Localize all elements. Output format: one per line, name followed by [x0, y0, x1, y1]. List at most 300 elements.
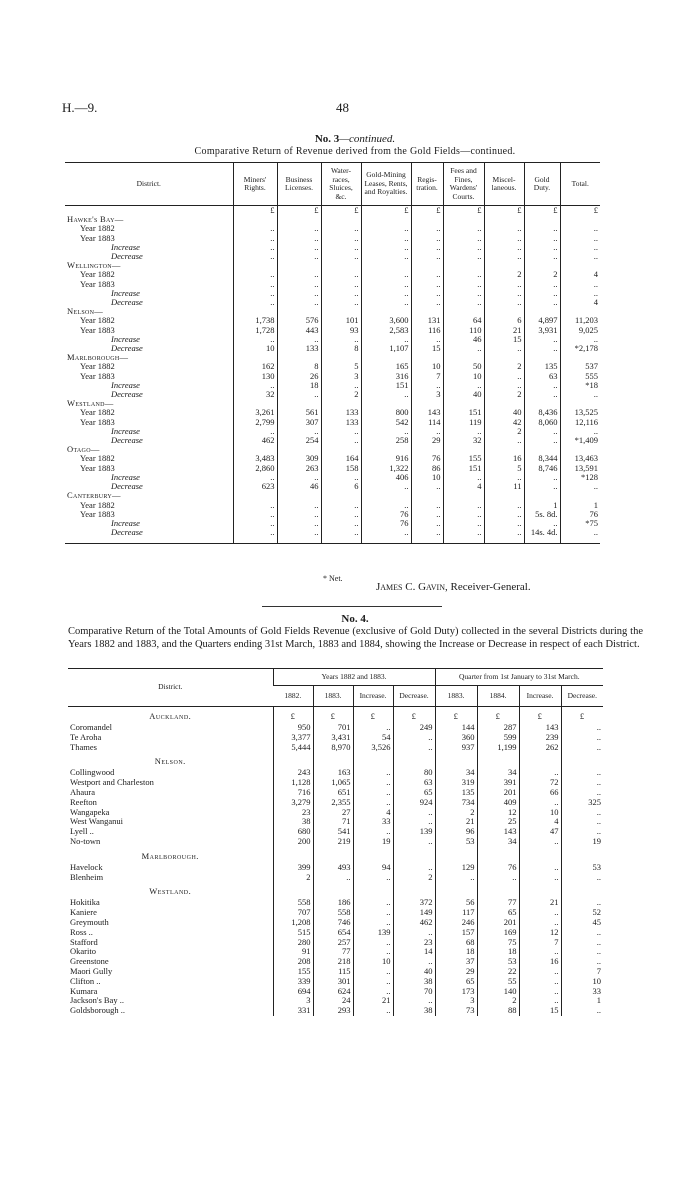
table-cell: 155 [443, 454, 484, 463]
table-cell [443, 261, 484, 270]
table-cell: 293 [313, 1006, 353, 1016]
table-cell: 1,107 [361, 344, 411, 353]
row-label [65, 464, 233, 473]
row-label [65, 344, 233, 353]
table-cell: 94 [353, 863, 393, 873]
table-cell: 46 [277, 482, 321, 491]
table-cell: 3,931 [524, 326, 560, 335]
table-cell: .. [443, 528, 484, 544]
table-cell: .. [524, 298, 560, 307]
column-header: Water-races, Sluices, &c. [321, 163, 361, 206]
table-cell: 6 [484, 316, 524, 325]
table-cell: 19 [353, 837, 393, 847]
table-cell: .. [435, 873, 477, 883]
table-cell: .. [560, 280, 600, 289]
table-cell: 10 [411, 362, 443, 371]
section-4-number: No. 4. [341, 613, 369, 625]
table-cell: 77 [313, 947, 353, 957]
table-cell [484, 445, 524, 454]
table-cell: .. [361, 390, 411, 399]
table-cell: 26 [277, 372, 321, 381]
table-row [65, 390, 600, 399]
table-cell: 16 [484, 454, 524, 463]
currency-symbol [273, 882, 313, 898]
column-header: Gold Duty. [524, 163, 560, 206]
table-cell: .. [361, 252, 411, 261]
row-label-text: Year 1883 [80, 509, 115, 519]
table-cell: 2 [484, 427, 524, 436]
table-cell: 65 [477, 908, 519, 918]
currency-symbol [353, 752, 393, 768]
table-cell: 151 [443, 464, 484, 473]
table-cell: .. [443, 501, 484, 510]
table-row [65, 234, 600, 243]
table-cell: 115 [313, 967, 353, 977]
table-cell: 91 [273, 947, 313, 957]
section-3-continued: —continued. [339, 133, 396, 145]
table-cell: .. [560, 289, 600, 298]
table-cell: 7 [561, 967, 603, 977]
table-cell: .. [393, 996, 435, 1006]
table-cell: .. [411, 234, 443, 243]
table-cell: 7 [519, 938, 561, 948]
currency-symbol: £ [484, 206, 524, 216]
table-row [68, 957, 603, 967]
table-row [65, 464, 600, 473]
table-cell: .. [443, 510, 484, 519]
table-cell: .. [361, 335, 411, 344]
table-cell: 93 [321, 326, 361, 335]
currency-symbol: £ [361, 206, 411, 216]
table-cell: .. [560, 234, 600, 243]
currency-symbol: £ [233, 206, 277, 216]
column-header: Decrease. [393, 686, 435, 707]
table-cell: 5,444 [273, 743, 313, 753]
table-cell: 149 [393, 908, 435, 918]
table-cell: 162 [233, 362, 277, 371]
table-row [65, 427, 600, 436]
region-name: Auckland. [149, 711, 192, 722]
table-cell: 40 [484, 408, 524, 417]
table-cell [411, 399, 443, 408]
table-cell: 22 [477, 967, 519, 977]
row-label-text: Hawke's Bay— [67, 215, 124, 225]
table-cell: .. [353, 873, 393, 883]
table-row [65, 252, 600, 261]
table-cell: .. [233, 501, 277, 510]
currency-row [65, 206, 600, 216]
table-cell: 86 [411, 464, 443, 473]
table-cell: 2,583 [361, 326, 411, 335]
row-label [65, 270, 233, 279]
table-cell: 3 [321, 372, 361, 381]
table-cell: 80 [393, 768, 435, 778]
currency-symbol [393, 882, 435, 898]
table-cell: 8 [277, 362, 321, 371]
table-cell: .. [411, 289, 443, 298]
table-cell: .. [561, 898, 603, 908]
table-cell: .. [560, 224, 600, 233]
table-cell: 3,279 [273, 798, 313, 808]
table-cell [361, 215, 411, 224]
table-cell: 558 [313, 908, 353, 918]
row-label-text: Increase [111, 426, 140, 436]
table-cell: .. [561, 723, 603, 733]
table-row [68, 863, 603, 873]
table-cell: .. [233, 224, 277, 233]
table-cell: .. [484, 510, 524, 519]
table-cell: .. [411, 252, 443, 261]
table-cell [411, 307, 443, 316]
table-cell: 651 [313, 788, 353, 798]
row-label-text: Hokitika [70, 898, 100, 908]
row-label [65, 436, 233, 445]
table-cell: .. [277, 270, 321, 279]
table-cell: .. [361, 224, 411, 233]
table-cell [443, 491, 484, 500]
row-label [65, 289, 233, 298]
table-row [68, 778, 603, 788]
table-cell: .. [443, 234, 484, 243]
table-cell: .. [561, 788, 603, 798]
table-cell: 12 [519, 928, 561, 938]
table-cell: .. [524, 289, 560, 298]
table-cell: 5 [321, 362, 361, 371]
table-cell: 38 [273, 817, 313, 827]
table-cell [560, 215, 600, 224]
table-cell: 10 [411, 473, 443, 482]
currency-symbol [435, 752, 477, 768]
table-cell: 173 [435, 987, 477, 997]
table-cell: 3,431 [313, 733, 353, 743]
currency-symbol: £ [313, 707, 353, 724]
row-label-text: Decrease [111, 390, 143, 400]
table-cell: 34 [477, 768, 519, 778]
row-label-text: Year 1883 [80, 417, 115, 427]
table-cell: *2,178 [560, 344, 600, 353]
table-cell: 654 [313, 928, 353, 938]
row-label [68, 987, 273, 997]
table-cell: .. [519, 987, 561, 997]
table-cell: 2 [321, 390, 361, 399]
column-header: Increase. [519, 686, 561, 707]
row-label-text: Marlborough— [67, 353, 129, 363]
table-cell: 135 [524, 362, 560, 371]
table-cell: 21 [519, 898, 561, 908]
column-header: 1883. [435, 686, 477, 707]
table-3-header-row [65, 163, 600, 206]
table-cell [361, 445, 411, 454]
table-row [65, 372, 600, 381]
table-cell: .. [411, 270, 443, 279]
table-row [68, 898, 603, 908]
column-header: 1884. [477, 686, 519, 707]
table-cell: .. [233, 473, 277, 482]
table-cell: 331 [273, 1006, 313, 1016]
table-cell: 63 [524, 372, 560, 381]
row-label-text: Year 1883 [80, 325, 115, 335]
table-row [68, 827, 603, 837]
currency-symbol: £ [321, 206, 361, 216]
column-header-district: District. [68, 669, 273, 707]
table-cell: .. [524, 482, 560, 491]
table-cell: 1,322 [361, 464, 411, 473]
currency-symbol: £ [411, 206, 443, 216]
table-cell: .. [561, 957, 603, 967]
table-cell [484, 491, 524, 500]
table-cell: .. [561, 928, 603, 938]
table-cell: .. [277, 289, 321, 298]
row-label [65, 316, 233, 325]
table-cell: 493 [313, 863, 353, 873]
row-label-text: Te Aroha [70, 732, 102, 742]
table-cell: 27 [313, 808, 353, 818]
table-cell [524, 445, 560, 454]
column-group-years: Years 1882 and 1883. [273, 669, 435, 686]
table-cell: .. [393, 957, 435, 967]
table-cell [524, 215, 560, 224]
table-cell: 561 [277, 408, 321, 417]
table-cell [321, 261, 361, 270]
table-cell: 18 [435, 947, 477, 957]
table-cell: 135 [435, 788, 477, 798]
table-cell: 624 [313, 987, 353, 997]
table-row [65, 307, 600, 316]
currency-symbol [393, 752, 435, 768]
table-cell: 73 [435, 1006, 477, 1016]
table-cell: 3,600 [361, 316, 411, 325]
table-cell: 130 [233, 372, 277, 381]
table-cell [233, 399, 277, 408]
table-cell: 55 [477, 977, 519, 987]
table-cell: 21 [435, 817, 477, 827]
table-cell: .. [519, 798, 561, 808]
table-cell: 3,483 [233, 454, 277, 463]
table-cell: .. [233, 270, 277, 279]
table-cell: .. [393, 743, 435, 753]
table-row [65, 445, 600, 454]
table-cell: .. [524, 390, 560, 399]
table-cell: 239 [519, 733, 561, 743]
currency-symbol [353, 847, 393, 863]
table-cell: 21 [484, 326, 524, 335]
table-cell: 15 [484, 335, 524, 344]
row-label [65, 224, 233, 233]
table-cell: .. [560, 335, 600, 344]
table-cell: 950 [273, 723, 313, 733]
table-cell: 360 [435, 733, 477, 743]
table-cell [411, 215, 443, 224]
table-cell: .. [321, 289, 361, 298]
table-cell: 707 [273, 908, 313, 918]
table-cell: 4 [443, 482, 484, 491]
table-cell: .. [353, 778, 393, 788]
table-cell: 537 [560, 362, 600, 371]
currency-symbol [435, 882, 477, 898]
table-cell: 50 [443, 362, 484, 371]
table-row [65, 353, 600, 362]
table-row [65, 224, 600, 233]
table-row [65, 280, 600, 289]
table-cell: 140 [477, 987, 519, 997]
table-cell: .. [233, 243, 277, 252]
row-label-text: Increase [111, 518, 140, 528]
table-cell: 1,065 [313, 778, 353, 788]
table-cell [277, 307, 321, 316]
table-row [65, 510, 600, 519]
page-number: 48 [336, 100, 349, 115]
table-cell: .. [353, 723, 393, 733]
table-cell: 12 [477, 808, 519, 818]
table-row [65, 316, 600, 325]
table-cell: .. [233, 528, 277, 544]
table-cell: .. [361, 501, 411, 510]
table-cell: 219 [313, 837, 353, 847]
table-cell: .. [524, 335, 560, 344]
table-cell [411, 353, 443, 362]
table-cell: 10 [353, 957, 393, 967]
signature-name: James C. Gavin [376, 581, 446, 593]
table-cell: 13,591 [560, 464, 600, 473]
table-cell [560, 261, 600, 270]
currency-symbol [561, 882, 603, 898]
currency-symbol [393, 847, 435, 863]
table-cell [361, 399, 411, 408]
table-cell: .. [353, 788, 393, 798]
table-cell: 53 [435, 837, 477, 847]
table-cell: .. [277, 224, 321, 233]
row-label-text: Kaniere [70, 908, 97, 918]
table-cell: 155 [273, 967, 313, 977]
row-label [65, 372, 233, 381]
table-cell [321, 307, 361, 316]
table-cell: 25 [477, 817, 519, 827]
row-label [68, 918, 273, 928]
table-cell: .. [519, 996, 561, 1006]
currency-symbol: £ [443, 206, 484, 216]
row-label [68, 743, 273, 753]
table-cell: .. [411, 482, 443, 491]
table-cell: .. [353, 768, 393, 778]
table-row [65, 501, 600, 510]
table-cell [411, 261, 443, 270]
currency-symbol [313, 882, 353, 898]
table-cell: 11 [484, 482, 524, 491]
row-label-text: Increase [111, 242, 140, 252]
table-cell: .. [561, 827, 603, 837]
currency-symbol [519, 882, 561, 898]
table-cell: .. [361, 298, 411, 307]
table-cell: .. [353, 1006, 393, 1016]
table-row [68, 768, 603, 778]
table-cell: 139 [393, 827, 435, 837]
table-cell: 101 [321, 316, 361, 325]
table-cell: .. [277, 243, 321, 252]
table-row [68, 808, 603, 818]
table-cell: .. [277, 298, 321, 307]
row-label [65, 454, 233, 463]
table-cell: 262 [519, 743, 561, 753]
table-cell: 139 [353, 928, 393, 938]
table-cell: 77 [477, 898, 519, 908]
table-cell [443, 307, 484, 316]
table-cell: .. [524, 234, 560, 243]
currency-symbol [353, 882, 393, 898]
table-row [65, 473, 600, 482]
table-cell [321, 399, 361, 408]
table-cell: 23 [393, 938, 435, 948]
row-label-text: Increase [111, 380, 140, 390]
row-label-text: Decrease [111, 482, 143, 492]
table-cell: .. [519, 908, 561, 918]
table-cell [321, 491, 361, 500]
table-cell: 2,799 [233, 418, 277, 427]
table-cell: 301 [313, 977, 353, 987]
row-label-text: Coromandel [70, 723, 113, 732]
table-cell: .. [561, 808, 603, 818]
row-label [65, 399, 233, 408]
table-cell: .. [519, 918, 561, 928]
table-cell: 64 [443, 316, 484, 325]
table-cell: .. [560, 390, 600, 399]
table-cell: 2 [484, 390, 524, 399]
table-cell: 701 [313, 723, 353, 733]
table-4-group-header-row [68, 669, 603, 686]
table-cell: 2 [484, 270, 524, 279]
table-row [68, 908, 603, 918]
table-cell: .. [411, 224, 443, 233]
table-cell: 143 [477, 827, 519, 837]
table-cell: .. [361, 270, 411, 279]
table-cell: .. [353, 898, 393, 908]
column-header: District. [65, 163, 233, 206]
row-label-text: Increase [111, 472, 140, 482]
table-cell: .. [353, 987, 393, 997]
table-cell [560, 353, 600, 362]
table-cell: .. [321, 427, 361, 436]
table-cell [277, 353, 321, 362]
table-row [68, 938, 603, 948]
table-cell: .. [443, 224, 484, 233]
table-cell: 1 [561, 996, 603, 1006]
column-header: Business Licenses. [277, 163, 321, 206]
footnote-net: * Net. [323, 574, 343, 583]
currency-symbol [273, 752, 313, 768]
row-label [65, 280, 233, 289]
row-label [68, 808, 273, 818]
table-cell: .. [561, 873, 603, 883]
column-header: 1883. [313, 686, 353, 707]
table-cell: 38 [393, 977, 435, 987]
table-cell: .. [233, 289, 277, 298]
section-3-subtitle: Comparative Return of Revenue derived from the Gold Fields—continued. [194, 146, 516, 157]
table-cell [443, 353, 484, 362]
region-heading-row [68, 707, 603, 724]
table-cell: .. [277, 252, 321, 261]
column-header: 1882. [273, 686, 313, 707]
table-cell: 1,738 [233, 316, 277, 325]
table-cell: .. [277, 427, 321, 436]
row-label [68, 798, 273, 808]
table-cell: .. [561, 938, 603, 948]
table-cell: 4 [353, 808, 393, 818]
table-cell: .. [484, 381, 524, 390]
table-cell: .. [524, 224, 560, 233]
table-cell: 316 [361, 372, 411, 381]
column-group-quarter: Quarter from 1st January to 31st March. [435, 669, 603, 686]
table-cell: .. [321, 224, 361, 233]
table-cell: 131 [411, 316, 443, 325]
